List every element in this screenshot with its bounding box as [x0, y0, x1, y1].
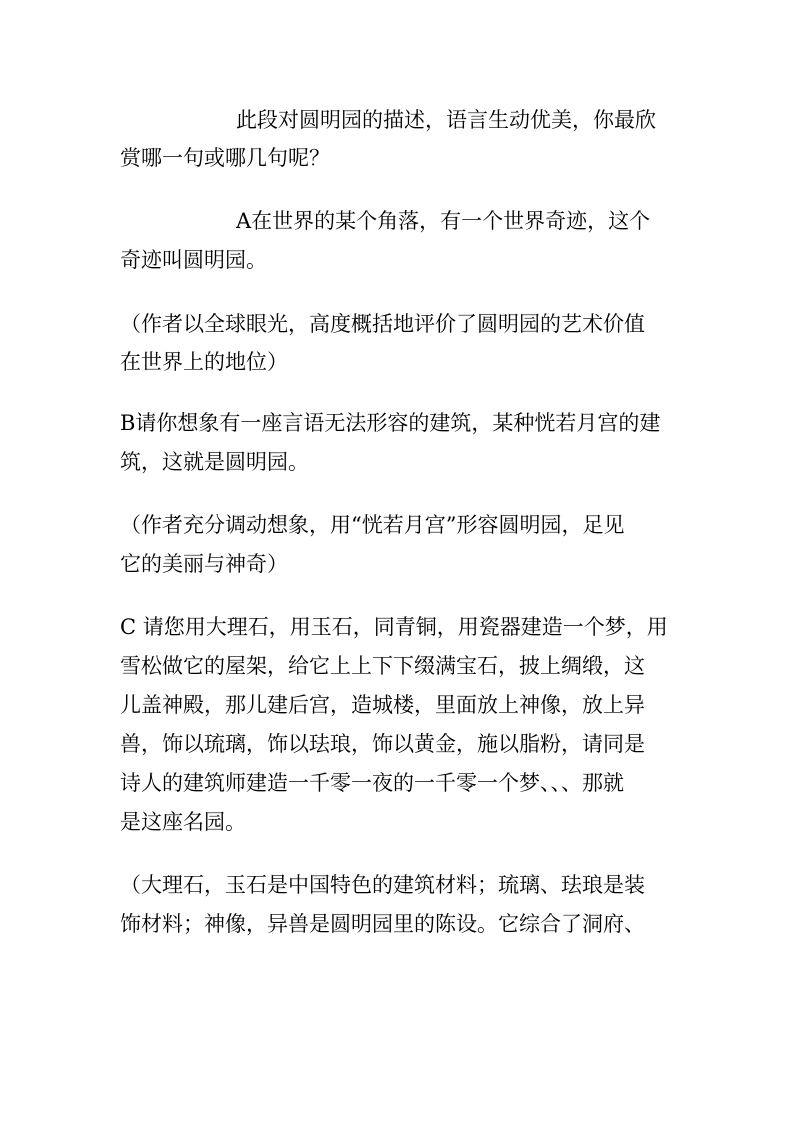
comment-b-line-1: （作者充分调动想象，用“恍若月宫”形容圆明园，足见	[120, 513, 625, 537]
option-b-line-1: B请你想象有一座言语无法形容的建筑，某种恍若月宫的建	[120, 411, 661, 435]
option-a-line-1: A在世界的某个角落，有一个世界奇迹，这个	[236, 209, 651, 233]
option-c-line-3: 儿盖神殿，那儿建后宫，造城楼，里面放上神像，放上异	[120, 693, 645, 717]
option-c-line-6: 是这座名园。	[120, 810, 246, 834]
question-line-1: 此段对圆明园的描述，语言生动优美，你最欣	[236, 108, 656, 132]
option-c-line-1: C 请您用大理石，用玉石，同青铜，用瓷器建造一个梦，用	[120, 615, 668, 639]
comment-a-line-1: （作者以全球眼光，高度概括地评价了圆明园的艺术价值	[120, 312, 645, 336]
comment-b-line-2: 它的美丽与神奇）	[120, 552, 288, 576]
comment-c-line-1: （大理石，玉石是中国特色的建筑材料；琉璃、珐琅是装	[120, 873, 645, 897]
comment-a-line-2: 在世界上的地位）	[120, 350, 288, 374]
option-b-line-2: 筑，这就是圆明园。	[120, 450, 309, 474]
option-c-line-2: 雪松做它的屋架，给它上上下下缀满宝石，披上绸缎，这	[120, 654, 645, 678]
comment-c-line-2: 饰材料；神像，异兽是圆明园里的陈设。它综合了洞府、	[120, 912, 645, 936]
option-c-line-5: 诗人的建筑师建造一千零一夜的一千零一个梦、、、那就	[120, 771, 624, 795]
option-a-line-2: 奇迹叫圆明园。	[120, 248, 267, 272]
question-line-2: 赏哪一句或哪几句呢？	[120, 146, 330, 170]
option-c-line-4: 兽，饰以琉璃，饰以珐琅，饰以黄金，施以脂粉，请同是	[120, 732, 645, 756]
